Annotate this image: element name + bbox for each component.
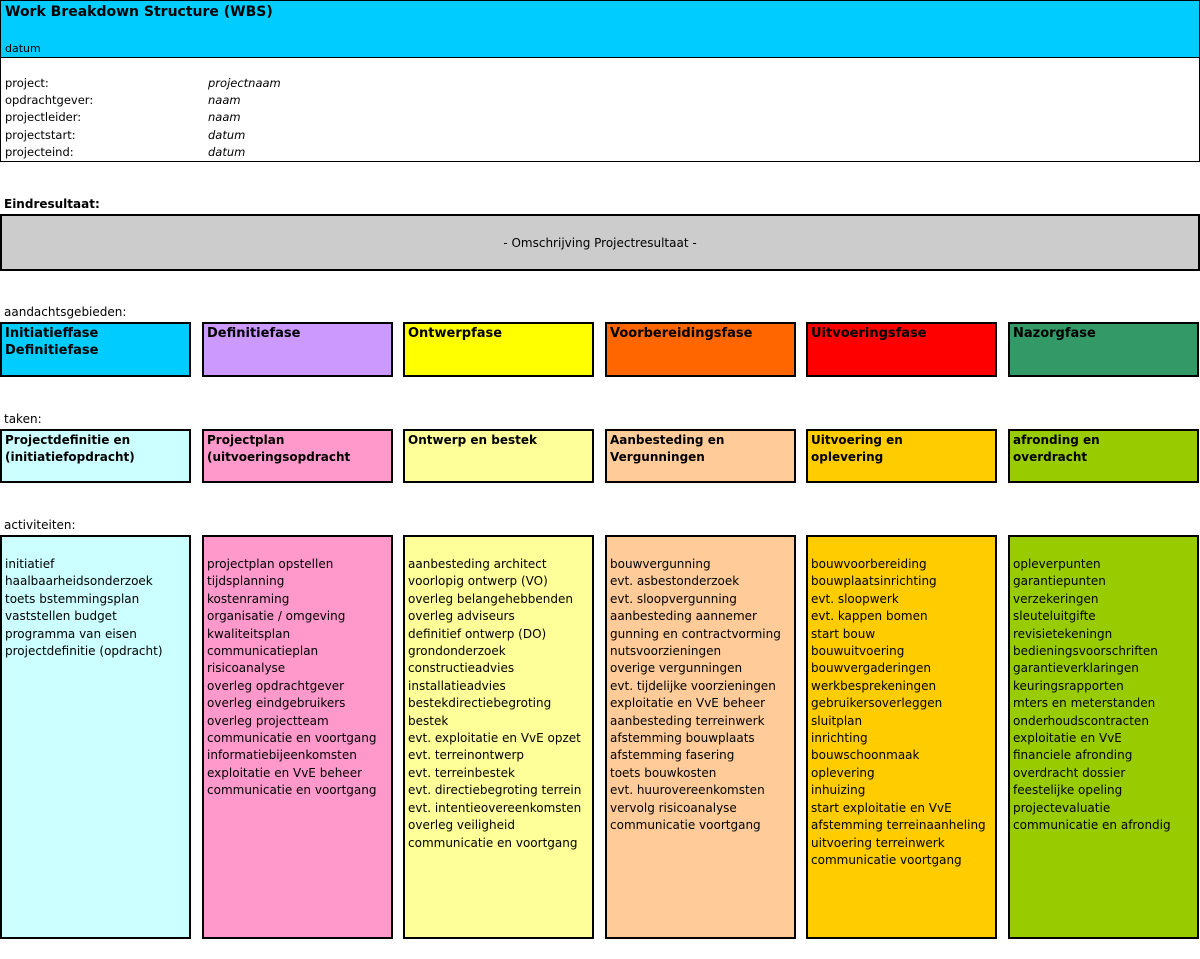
info-label: project:	[5, 76, 49, 90]
activity-item: evt. kappen bomen	[811, 609, 928, 624]
activity-item: communicatie voortgang	[811, 852, 962, 867]
activity-item: communicatie en voortgang	[207, 783, 377, 798]
activity-item: overleg eindgebruikers	[207, 696, 346, 711]
task-box-4	[605, 429, 796, 483]
info-label: projectleider:	[5, 110, 82, 124]
activity-list	[408, 556, 581, 852]
activity-item: vaststellen budget	[5, 609, 117, 624]
activity-box-6	[1008, 535, 1199, 939]
info-label: projectstart:	[5, 128, 76, 142]
activity-item: overleg veiligheid	[408, 818, 515, 833]
date-label: datum	[5, 42, 41, 55]
activity-item: communicatie voortgang	[610, 818, 761, 833]
task-title	[1013, 432, 1100, 466]
activity-item: afstemming terreinaanheling	[811, 818, 986, 833]
section-taken: taken:	[4, 412, 42, 426]
activity-item: sleuteluitgifte	[1013, 609, 1096, 624]
activity-item: evt. terreinontwerp	[408, 748, 525, 763]
activity-item: kostenraming	[207, 591, 290, 606]
activity-item: grondonderzoek	[408, 644, 506, 659]
phase-box-4	[605, 322, 796, 377]
activity-item: risicoanalyse	[207, 661, 286, 676]
phase-line: Definitiefase	[5, 343, 99, 358]
activity-item: overleg opdrachtgever	[207, 678, 345, 693]
activity-item: evt. huurovereenkomsten	[610, 783, 765, 798]
activity-item: communicatie en afrondig	[1013, 818, 1171, 833]
activity-item: exploitatie en VvE beheer	[207, 765, 363, 780]
activity-item: constructieadvies	[408, 661, 515, 676]
task-box-6	[1008, 429, 1199, 483]
activity-list	[207, 556, 376, 800]
task-title	[207, 432, 350, 466]
task-title	[811, 432, 903, 466]
phase-line: Ontwerpfase	[408, 326, 503, 341]
task-line: Projectdefinitie en	[5, 433, 131, 447]
phase-box-6	[1008, 322, 1199, 377]
info-label: projecteind:	[5, 145, 74, 159]
activity-item: programma van eisen	[5, 626, 137, 641]
activity-item: projectevaluatie	[1013, 800, 1111, 815]
activity-item: afstemming bouwplaats	[610, 731, 755, 746]
task-title	[408, 432, 537, 449]
activity-item: bouwvoorbereiding	[811, 557, 927, 571]
section-aandachtsgebieden: aandachtsgebieden:	[4, 305, 127, 319]
section-activiteiten: activiteiten:	[4, 518, 76, 532]
activity-item: feestelijke opeling	[1013, 783, 1123, 798]
activity-item: inhuizing	[811, 783, 866, 798]
activity-item: overleg projectteam	[207, 713, 329, 728]
activity-item: inrichting	[811, 731, 868, 746]
activity-item: overige vergunningen	[610, 661, 743, 676]
activity-item: overleg belangehebbenden	[408, 591, 574, 606]
title-bar	[0, 0, 1200, 58]
task-title	[5, 432, 135, 466]
activity-item: verzekeringen	[1013, 591, 1099, 606]
activity-item: initiatief	[5, 557, 55, 571]
phase-title	[408, 325, 502, 342]
activity-item: mters en meterstanden	[1013, 696, 1156, 711]
activity-list	[811, 556, 986, 869]
activity-item: afstemming fasering	[610, 748, 735, 763]
task-line: Vergunningen	[610, 450, 705, 464]
activity-item: bestek	[408, 713, 449, 728]
activity-item: toets bstemmingsplan	[5, 591, 140, 606]
phase-line: Voorbereidingsfase	[610, 326, 753, 341]
activity-box-3	[403, 535, 594, 939]
phase-line: Uitvoeringsfase	[811, 326, 927, 341]
activity-item: onderhoudscontracten	[1013, 713, 1149, 728]
activity-item: overleg adviseurs	[408, 609, 515, 624]
activity-list	[5, 556, 163, 660]
activity-item: evt. tijdelijke voorzieningen	[610, 678, 776, 693]
activity-item: gebruikersoverleggen	[811, 696, 943, 711]
activity-item: exploitatie en VvE beheer	[610, 696, 766, 711]
task-line: oplevering	[811, 450, 884, 464]
section-eindresultaat: Eindresultaat:	[4, 197, 100, 211]
phase-title	[207, 325, 300, 342]
activity-item: overdracht dossier	[1013, 765, 1126, 780]
project-info	[0, 57, 1200, 162]
info-value: datum	[208, 145, 246, 159]
activity-item: opleverpunten	[1013, 557, 1101, 571]
phase-line: Initiatieffase	[5, 326, 99, 341]
activity-item: projectplan opstellen	[207, 557, 334, 571]
activity-item: kwaliteitsplan	[207, 626, 291, 641]
activity-item: definitief ontwerp (DO)	[408, 626, 547, 641]
activity-item: communicatieplan	[207, 644, 319, 659]
task-title	[610, 432, 724, 466]
activity-item: evt. exploitatie en VvE opzet	[408, 731, 581, 746]
activity-item: projectdefinitie (opdracht)	[5, 644, 163, 659]
task-line: Uitvoering en	[811, 433, 903, 447]
activity-item: garantiepunten	[1013, 574, 1106, 589]
info-label: opdrachtgever:	[5, 93, 94, 107]
task-line: Projectplan	[207, 433, 285, 447]
activity-item: gunning en contractvorming	[610, 626, 781, 641]
activity-item: informatiebijeenkomsten	[207, 748, 357, 763]
task-box-2	[202, 429, 393, 483]
phase-box-2	[202, 322, 393, 377]
activity-item: financiele afronding	[1013, 748, 1133, 763]
phase-title	[1013, 325, 1096, 342]
activity-item: bouwplaatsinrichting	[811, 574, 937, 589]
activity-item: werkbesprekeningen	[811, 678, 937, 693]
task-box-3	[403, 429, 594, 483]
activity-item: aanbesteding aannemer	[610, 609, 757, 624]
activity-item: bouwuitvoering	[811, 644, 905, 659]
activity-item: aanbesteding terreinwerk	[610, 713, 765, 728]
page-title: Work Breakdown Structure (WBS)	[5, 4, 273, 20]
activity-item: exploitatie en VvE	[1013, 731, 1122, 746]
task-line: afronding en	[1013, 433, 1100, 447]
activity-box-5	[806, 535, 997, 939]
activity-item: haalbaarheidsonderzoek	[5, 574, 153, 589]
task-line: Aanbesteding en	[610, 433, 725, 447]
activity-item: evt. directiebegroting terrein	[408, 783, 582, 798]
activity-item: evt. terreinbestek	[408, 765, 515, 780]
activity-item: vervolg risicoanalyse	[610, 800, 737, 815]
info-value: datum	[208, 128, 246, 142]
phase-line: Definitiefase	[207, 326, 301, 341]
activity-item: aanbesteding architect	[408, 557, 547, 571]
activity-item: installatieadvies	[408, 678, 506, 693]
activity-item: garantieverklaringen	[1013, 661, 1139, 676]
task-line: overdracht	[1013, 450, 1088, 464]
activity-item: toets bouwkosten	[610, 765, 717, 780]
activity-item: revisietekeningn	[1013, 626, 1113, 641]
activity-item: bestekdirectiebegroting	[408, 696, 552, 711]
activity-item: organisatie / omgeving	[207, 609, 346, 624]
info-value: naam	[208, 110, 241, 124]
activity-item: start bouw	[811, 626, 876, 641]
info-value: naam	[208, 93, 241, 107]
activity-box-4	[605, 535, 796, 939]
activity-item: bedieningsvoorschriften	[1013, 644, 1158, 659]
task-line: Ontwerp en bestek	[408, 433, 537, 447]
activity-item: evt. asbestonderzoek	[610, 574, 740, 589]
activity-list	[1013, 556, 1171, 835]
phase-box-5	[806, 322, 997, 377]
activity-item: bouwvergaderingen	[811, 661, 932, 676]
activity-box-2	[202, 535, 393, 939]
result-box	[0, 214, 1200, 271]
activity-item: bouwschoonmaak	[811, 748, 920, 763]
activity-item: communicatie en voortgang	[207, 731, 377, 746]
info-value: projectnaam	[208, 76, 281, 90]
phase-line: Nazorgfase	[1013, 326, 1096, 341]
activity-item: voorlopig ontwerp (VO)	[408, 574, 548, 589]
activity-item: evt. sloopvergunning	[610, 591, 737, 606]
task-line: (initiatiefopdracht)	[5, 450, 135, 464]
phase-box-3	[403, 322, 594, 377]
header	[0, 0, 1200, 162]
activity-item: evt. sloopwerk	[811, 591, 899, 606]
task-line: (uitvoeringsopdracht	[207, 450, 351, 464]
activity-item: nutsvoorzieningen	[610, 644, 722, 659]
phase-title	[610, 325, 752, 342]
phase-title	[5, 325, 98, 359]
phase-title	[811, 325, 927, 342]
activity-item: communicatie en voortgang	[408, 835, 578, 850]
activity-list	[610, 556, 781, 835]
phase-box-1	[0, 322, 191, 377]
task-box-1	[0, 429, 191, 483]
activity-item: evt. intentieovereenkomsten	[408, 800, 582, 815]
activity-item: sluitplan	[811, 713, 863, 728]
activity-box-1	[0, 535, 191, 939]
result-text: - Omschrijving Projectresultaat -	[503, 236, 697, 250]
activity-item: uitvoering terreinwerk	[811, 835, 945, 850]
activity-item: keuringsrapporten	[1013, 678, 1124, 693]
activity-item: start exploitatie en VvE	[811, 800, 952, 815]
activity-item: tijdsplanning	[207, 574, 285, 589]
activity-item: bouwvergunning	[610, 557, 711, 571]
task-box-5	[806, 429, 997, 483]
activity-item: oplevering	[811, 765, 875, 780]
